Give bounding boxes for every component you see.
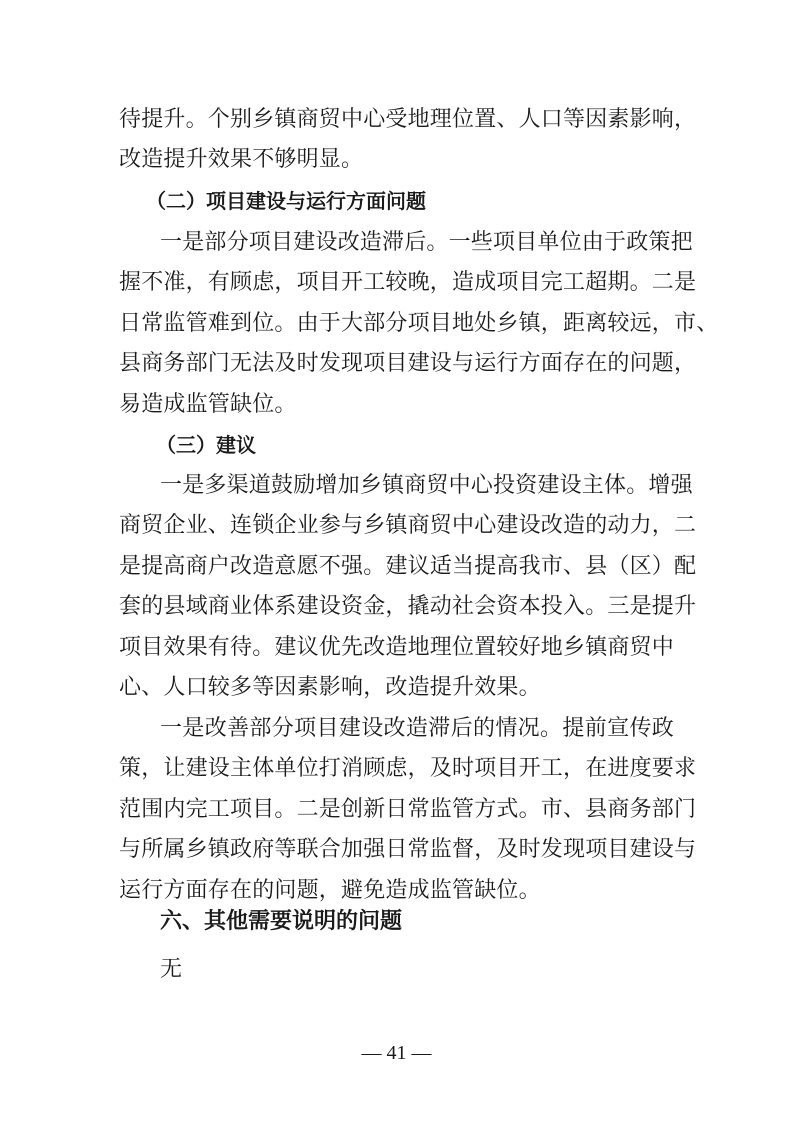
section-heading-six: 六、其他需要说明的问题 [160, 909, 403, 934]
section-heading-two: （二）项目建设与运行方面问题 [146, 189, 426, 213]
section-heading-three: （三）建议 [156, 433, 256, 457]
paragraph-line: 与所属乡镇政府等联合加强日常监督，及时发现项目建设与 [119, 837, 697, 862]
paragraph-line: 策，让建设主体单位打消顾虑，及时项目开工，在进度要求 [119, 756, 697, 781]
paragraph-line: 无 [160, 957, 183, 982]
paragraph-line: 一是改善部分项目建设改造滞后的情况。提前宣传政 [160, 716, 674, 741]
paragraph-line: 一是部分项目建设改造滞后。一些项目单位由于政策把 [160, 230, 693, 255]
paragraph-line: 套的县域商业体系建设资金，撬动社会资本投入。三是提升 [119, 594, 697, 619]
paragraph-line: 日常监管难到位。由于大部分项目地处乡镇，距离较远，市、 [119, 311, 719, 336]
paragraph-line: 待提升。个别乡镇商贸中心受地理位置、人口等因素影响， [119, 107, 697, 132]
paragraph-line: 一是多渠道鼓励增加乡镇商贸中心投资建设主体。增强 [160, 473, 693, 498]
paragraph-line: 易造成监管缺位。 [119, 392, 297, 417]
paragraph-line: 项目效果有待。建议优先改造地理位置较好地乡镇商贸中 [119, 635, 675, 660]
paragraph-line: 握不准，有顾虑，项目开工较晚，造成项目完工超期。二是 [119, 270, 697, 295]
paragraph-line: 是提高商户改造意愿不强。建议适当提高我市、县（区）配 [119, 554, 697, 579]
paragraph-line: 心、人口较多等因素影响，改造提升效果。 [119, 675, 541, 700]
paragraph-line: 运行方面存在的问题，避免造成监管缺位。 [119, 878, 541, 903]
paragraph-line: 范围内完工项目。二是创新日常监管方式。市、县商务部门 [119, 797, 697, 822]
paragraph-line: 县商务部门无法及时发现项目建设与运行方面存在的问题， [119, 351, 697, 376]
paragraph-line: 商贸企业、连锁企业参与乡镇商贸中心建设改造的动力，二 [119, 513, 697, 538]
page-number: — 41 — [361, 1042, 432, 1064]
paragraph-line: 改造提升效果不够明显。 [119, 147, 364, 172]
